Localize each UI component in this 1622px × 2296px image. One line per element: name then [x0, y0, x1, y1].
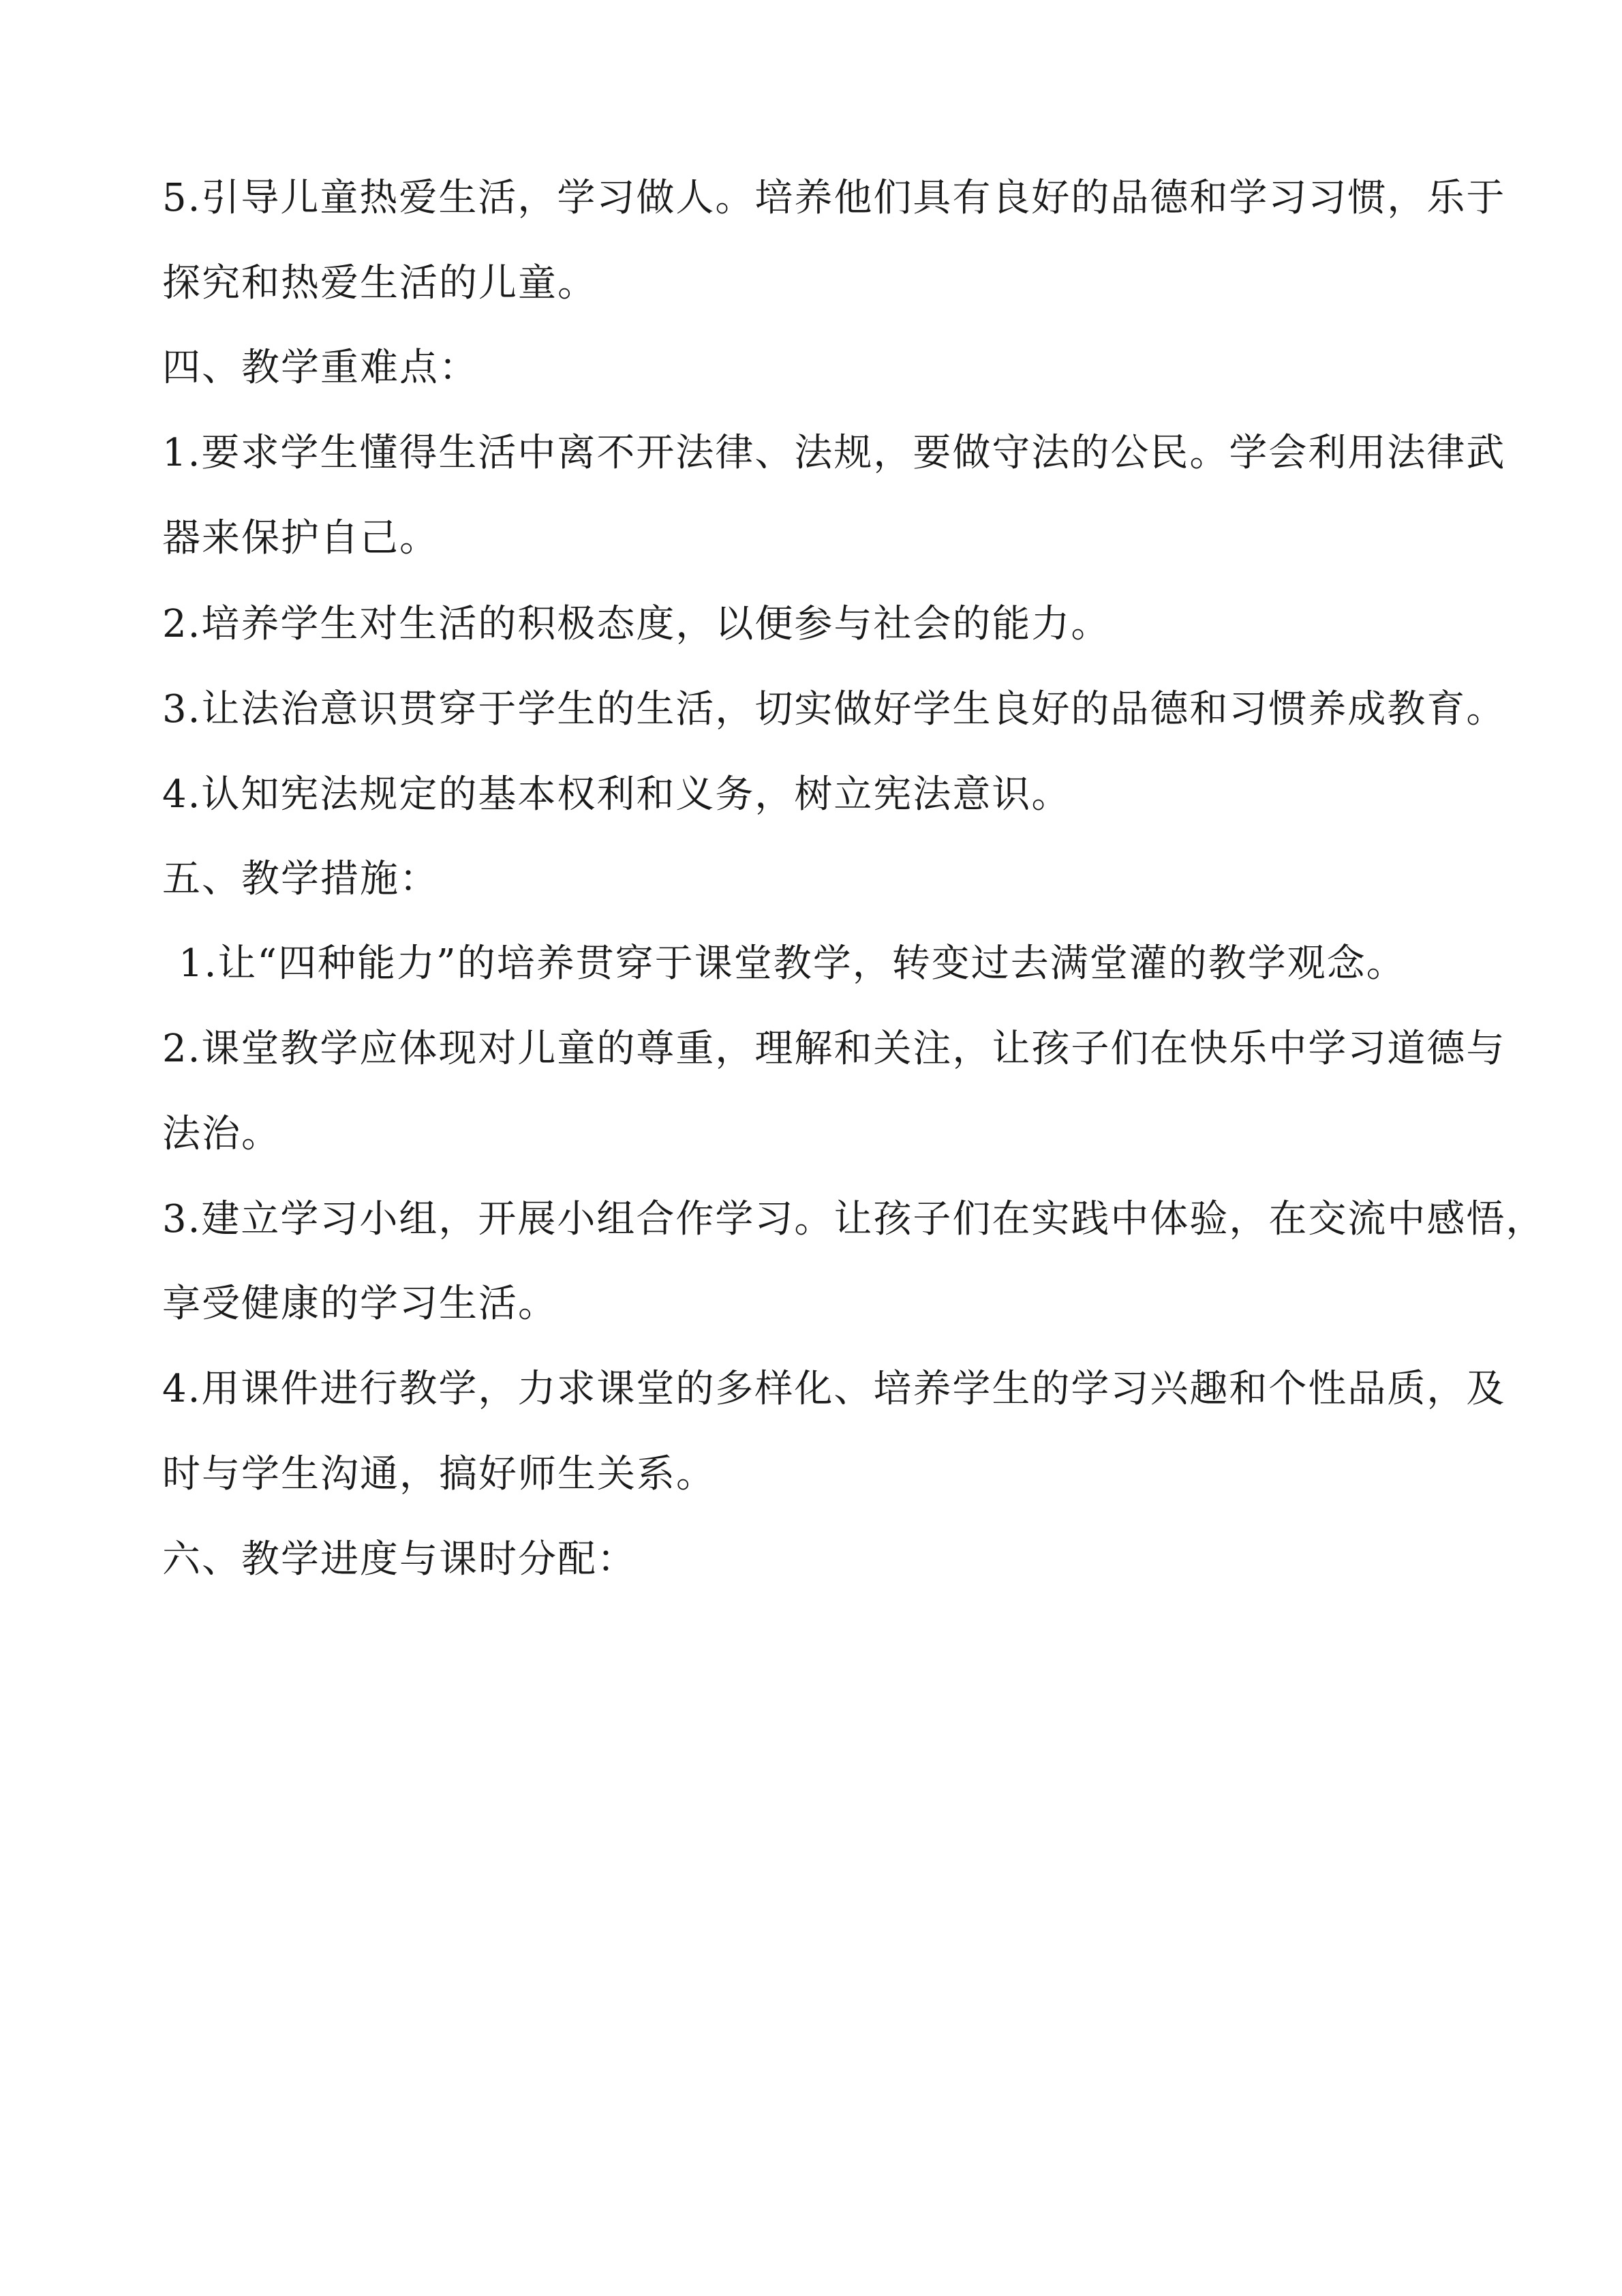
paragraph-line: 时与学生沟通，搞好师生关系。 — [162, 1452, 716, 1496]
paragraph-line: 享受健康的学习生活。 — [162, 1282, 557, 1326]
paragraph-line: 3.建立学习小组，开展小组合作学习。让孩子们在实践中体验，在交流中感悟， — [162, 1197, 1546, 1241]
paragraph-line: 器来保护自己。 — [162, 516, 439, 560]
paragraph-line: 探究和热爱生活的儿童。 — [162, 261, 597, 305]
paragraph-line: 5.引导儿童热爱生活，学习做人。培养他们具有良好的品德和学习习惯，乐于 — [162, 176, 1506, 220]
paragraph-line: 2.课堂教学应体现对儿童的尊重，理解和关注，让孩子们在快乐中学习道德与 — [162, 1027, 1506, 1071]
section-heading: 六、教学进度与课时分配： — [162, 1537, 637, 1582]
paragraph-line: 法治。 — [162, 1112, 281, 1156]
paragraph-line: 1.让“四种能力”的培养贯穿于课堂教学，转变过去满堂灌的教学观念。 — [179, 941, 1406, 986]
paragraph-line: 4.认知宪法规定的基本权利和义务，树立宪法意识。 — [162, 772, 1071, 817]
paragraph-line: 2.培养学生对生活的积极态度，以便参与社会的能力。 — [162, 602, 1111, 646]
section-heading: 五、教学措施： — [162, 857, 439, 901]
paragraph-line: 1.要求学生懂得生活中离不开法律、法规，要做守法的公民。学会利用法律武 — [162, 431, 1506, 475]
section-heading: 四、教学重难点： — [162, 346, 478, 390]
paragraph-line: 4.用课件进行教学，力求课堂的多样化、培养学生的学习兴趣和个性品质，及 — [162, 1367, 1506, 1411]
paragraph-line: 3.让法治意识贯穿于学生的生活，切实做好学生良好的品德和习惯养成教育。 — [162, 687, 1506, 731]
